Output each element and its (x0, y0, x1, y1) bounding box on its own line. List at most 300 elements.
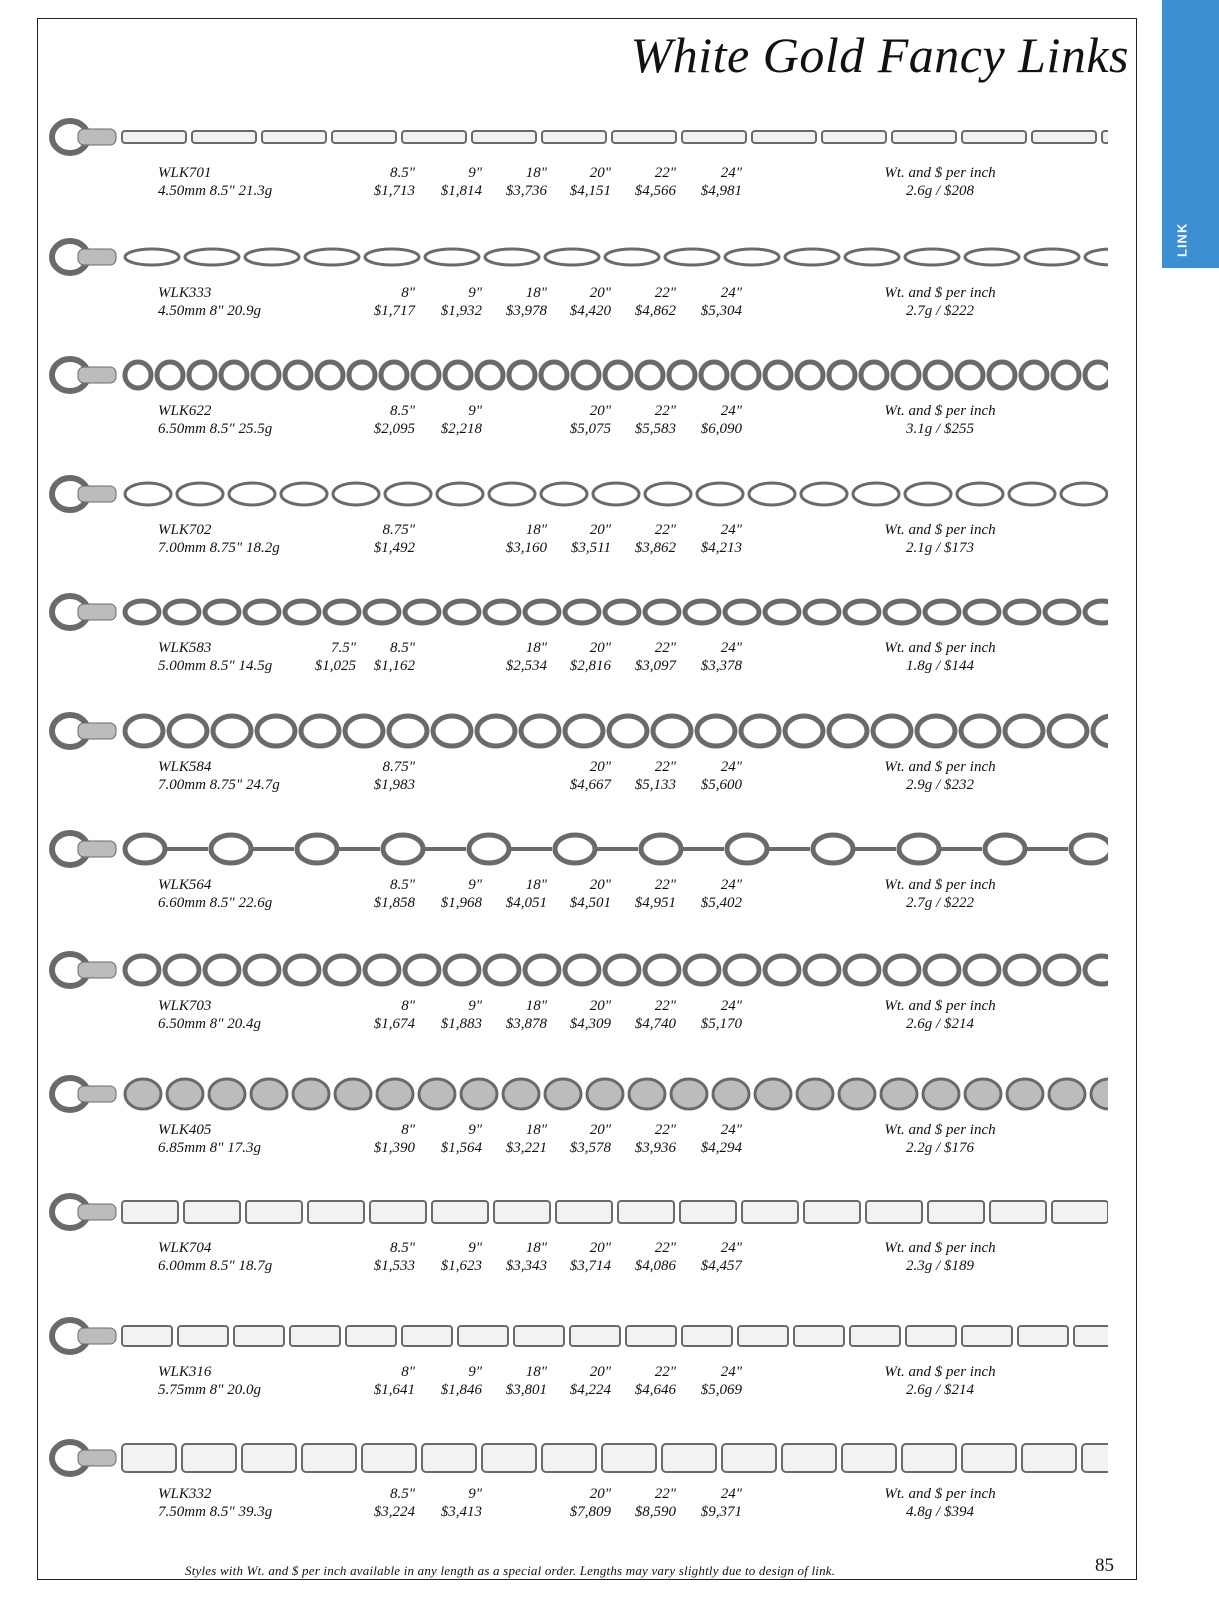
price-cell: $4,740 (634, 1016, 676, 1032)
price-cell: $1,533 (373, 1258, 415, 1274)
chain-link-shape (797, 1079, 833, 1109)
chain-illustration (48, 706, 1108, 756)
chain-link-shape (725, 249, 779, 265)
length-header: 24" (720, 998, 742, 1014)
length-header: 24" (720, 1364, 742, 1380)
price-cell: $5,583 (634, 421, 676, 437)
chain-link-shape (1005, 601, 1039, 623)
chain-link-shape (389, 716, 427, 746)
per-inch-value: 1.8g / $144 (906, 658, 974, 674)
chain-link-shape (905, 249, 959, 265)
chain-link-shape (1045, 956, 1079, 984)
chain-link-shape (165, 956, 199, 984)
per-inch-label: Wt. and $ per inch (884, 1486, 996, 1502)
chain-link-shape (1005, 716, 1043, 746)
price-cell: $3,221 (505, 1140, 547, 1156)
price-cell: $3,224 (373, 1504, 415, 1520)
chain-link-shape (302, 1444, 356, 1472)
price-cell: $3,160 (505, 540, 547, 556)
clasp-body-shape (78, 1450, 116, 1466)
price-cell: $1,025 (314, 658, 356, 674)
chain-link-shape (722, 1444, 776, 1472)
price-cell: $1,858 (373, 895, 415, 911)
chain-link-shape (626, 1326, 676, 1346)
chain-link-shape (829, 362, 855, 388)
chain-link-shape (701, 362, 727, 388)
price-cell: $2,816 (569, 658, 611, 674)
chain-link-shape (494, 1201, 550, 1223)
chain-link-shape (345, 716, 383, 746)
chain-link-shape (285, 956, 319, 984)
price-cell: $1,390 (373, 1140, 415, 1156)
chain-link-shape (1049, 716, 1087, 746)
chain-spec: 4.50mm 8.5" 21.3g (158, 183, 273, 199)
chain-link-shape (209, 1079, 245, 1109)
chain-link-shape (839, 1079, 875, 1109)
length-header: 8.5" (389, 1486, 415, 1502)
chain-row (0, 1433, 1137, 1551)
bar-link-chain-icon (48, 112, 1128, 162)
price-cell: $1,883 (440, 1016, 482, 1032)
chain-link-shape (725, 956, 759, 984)
per-inch-label: Wt. and $ per inch (884, 522, 996, 538)
chain-link-shape (805, 601, 839, 623)
per-inch-label: Wt. and $ per inch (884, 403, 996, 419)
chain-link-shape (1082, 1444, 1108, 1472)
chain-link-shape (125, 716, 163, 746)
price-cell: $8,590 (634, 1504, 676, 1520)
per-inch-label: Wt. and $ per inch (884, 165, 996, 181)
length-header: 22" (654, 998, 676, 1014)
price-cell: $2,534 (505, 658, 547, 674)
chain-link-shape (125, 362, 151, 388)
chain-link-shape (1007, 1079, 1043, 1109)
price-cell: $4,224 (569, 1382, 611, 1398)
clasp-body-shape (78, 962, 116, 978)
length-header: 20" (589, 877, 611, 893)
length-header: 24" (720, 759, 742, 775)
chain-link-shape (738, 1326, 788, 1346)
price-cell: $3,801 (505, 1382, 547, 1398)
chain-code: WLK333 (158, 285, 212, 301)
price-cell: $4,051 (505, 895, 547, 911)
clasp-body-shape (78, 249, 116, 265)
chain-link-shape (333, 483, 379, 505)
price-cell: $1,713 (373, 183, 415, 199)
chain-link-shape (346, 1326, 396, 1346)
length-header: 18" (525, 640, 547, 656)
price-cell: $3,343 (505, 1258, 547, 1274)
length-header: 9" (468, 285, 482, 301)
chain-link-shape (1022, 1444, 1076, 1472)
chain-link-shape (445, 601, 479, 623)
chain-link-shape (1085, 249, 1108, 265)
chain-link-shape (641, 835, 681, 863)
chain-link-shape (213, 716, 251, 746)
chain-row (0, 945, 1137, 1063)
length-header: 9" (468, 1240, 482, 1256)
chain-link-shape (122, 1326, 172, 1346)
price-cell: $3,936 (634, 1140, 676, 1156)
chain-link-shape (1005, 956, 1039, 984)
chain-link-shape (605, 249, 659, 265)
chain-link-shape (602, 1444, 656, 1472)
price-cell: $3,714 (569, 1258, 611, 1274)
chain-illustration (48, 112, 1108, 162)
chain-spec: 6.50mm 8" 20.4g (158, 1016, 261, 1032)
swirl-chain-icon (48, 1069, 1128, 1119)
price-cell: $4,213 (700, 540, 742, 556)
price-cell: $1,983 (373, 777, 415, 793)
chain-row (0, 824, 1137, 942)
chain-link-shape (545, 249, 599, 265)
per-inch-label: Wt. and $ per inch (884, 1240, 996, 1256)
chain-link-shape (325, 956, 359, 984)
per-inch-value: 2.9g / $232 (906, 777, 974, 793)
chain-link-shape (192, 131, 256, 143)
chain-link-shape (525, 601, 559, 623)
chain-link-shape (125, 956, 159, 984)
chain-row (0, 350, 1137, 468)
chain-link-shape (899, 835, 939, 863)
chain-link-shape (167, 1079, 203, 1109)
price-cell: $1,814 (440, 183, 482, 199)
chain-link-shape (285, 362, 311, 388)
chain-link-shape (1053, 362, 1079, 388)
chain-link-shape (290, 1326, 340, 1346)
chain-link-shape (317, 362, 343, 388)
chain-link-shape (545, 1079, 581, 1109)
length-header: 22" (654, 759, 676, 775)
price-cell: $3,862 (634, 540, 676, 556)
chain-link-shape (189, 362, 215, 388)
chain-link-shape (122, 131, 186, 143)
length-header: 18" (525, 1240, 547, 1256)
per-inch-value: 3.1g / $255 (906, 421, 974, 437)
length-header: 9" (468, 877, 482, 893)
chain-link-shape (990, 1201, 1046, 1223)
price-cell: $1,846 (440, 1382, 482, 1398)
chain-spec: 6.85mm 8" 17.3g (158, 1140, 261, 1156)
chain-link-shape (861, 362, 887, 388)
chain-link-shape (669, 362, 695, 388)
chain-link-shape (725, 601, 759, 623)
chain-link-shape (485, 249, 539, 265)
length-header: 20" (589, 998, 611, 1014)
price-cell: $4,420 (569, 303, 611, 319)
chain-link-shape (422, 1444, 476, 1472)
chain-link-shape (308, 1201, 364, 1223)
price-cell: $3,511 (570, 540, 611, 556)
chain-link-shape (177, 483, 223, 505)
chain-link-shape (383, 835, 423, 863)
chain-link-shape (211, 835, 251, 863)
chain-code: WLK584 (158, 759, 212, 775)
length-header: 8.5" (389, 403, 415, 419)
chain-link-shape (332, 131, 396, 143)
chain-link-shape (281, 483, 327, 505)
chain-link-shape (697, 483, 743, 505)
length-header: 24" (720, 640, 742, 656)
chain-link-shape (671, 1079, 707, 1109)
chain-link-shape (685, 956, 719, 984)
price-cell: $4,086 (634, 1258, 676, 1274)
chain-link-shape (1061, 483, 1107, 505)
cable-chain-icon (48, 587, 1128, 637)
length-header: 20" (589, 165, 611, 181)
chain-link-shape (565, 716, 603, 746)
price-cell: $5,170 (700, 1016, 742, 1032)
chain-link-shape (402, 131, 466, 143)
length-header: 22" (654, 522, 676, 538)
chain-link-shape (221, 362, 247, 388)
chain-link-shape (305, 249, 359, 265)
length-header: 22" (654, 403, 676, 419)
length-header: 8.5" (389, 640, 415, 656)
chain-link-shape (925, 362, 951, 388)
chain-link-shape (801, 483, 847, 505)
price-cell: $3,736 (505, 183, 547, 199)
price-cell: $1,623 (440, 1258, 482, 1274)
chain-link-shape (662, 1444, 716, 1472)
per-inch-value: 2.7g / $222 (906, 303, 974, 319)
chain-link-shape (892, 131, 956, 143)
chain-illustration (48, 1069, 1108, 1119)
length-header: 20" (589, 759, 611, 775)
price-cell: $4,862 (634, 303, 676, 319)
wide-tile-chain-icon (48, 1433, 1128, 1483)
chain-link-shape (370, 1201, 426, 1223)
chain-link-shape (962, 131, 1026, 143)
chain-link-shape (125, 249, 179, 265)
length-header: 8" (401, 1364, 415, 1380)
clasp-body-shape (78, 1328, 116, 1344)
chain-link-shape (829, 716, 867, 746)
length-header: 22" (654, 1486, 676, 1502)
chain-link-shape (293, 1079, 329, 1109)
chain-link-shape (445, 956, 479, 984)
chain-link-shape (962, 1444, 1016, 1472)
chain-link-shape (637, 362, 663, 388)
chain-link-shape (469, 835, 509, 863)
clasp-body-shape (78, 841, 116, 857)
length-header: 7.5" (330, 640, 356, 656)
chain-link-shape (301, 716, 339, 746)
per-inch-value: 2.6g / $208 (906, 183, 974, 199)
chain-link-shape (755, 1079, 791, 1109)
price-cell: $7,809 (569, 1504, 611, 1520)
price-cell: $3,878 (505, 1016, 547, 1032)
cable-chain-icon (48, 706, 1128, 756)
chain-link-shape (906, 1326, 956, 1346)
chain-link-shape (609, 716, 647, 746)
chain-link-shape (1071, 835, 1108, 863)
chain-link-shape (765, 956, 799, 984)
chain-link-shape (432, 1201, 488, 1223)
length-header: 22" (654, 165, 676, 181)
chain-link-shape (866, 1201, 922, 1223)
chain-link-shape (797, 362, 823, 388)
chain-illustration (48, 1433, 1108, 1483)
chain-link-shape (873, 716, 911, 746)
chain-illustration (48, 232, 1108, 282)
chain-code: WLK703 (158, 998, 212, 1014)
chain-link-shape (122, 1201, 178, 1223)
chain-code: WLK332 (158, 1486, 212, 1502)
chain-link-shape (962, 1326, 1012, 1346)
chain-link-shape (1091, 1079, 1108, 1109)
length-header: 9" (468, 998, 482, 1014)
chain-code: WLK564 (158, 877, 212, 893)
chain-link-shape (125, 835, 165, 863)
price-cell: $1,162 (373, 658, 415, 674)
chain-link-shape (853, 483, 899, 505)
length-header: 8.75" (382, 522, 415, 538)
chain-link-shape (1074, 1326, 1108, 1346)
price-cell: $3,578 (569, 1140, 611, 1156)
chain-code: WLK316 (158, 1364, 212, 1380)
chain-link-shape (521, 716, 559, 746)
chain-link-shape (433, 716, 471, 746)
length-header: 24" (720, 285, 742, 301)
price-cell: $4,646 (634, 1382, 676, 1398)
per-inch-value: 2.1g / $173 (906, 540, 974, 556)
per-inch-value: 2.6g / $214 (906, 1016, 974, 1032)
price-cell: $2,218 (440, 421, 482, 437)
chain-link-shape (741, 716, 779, 746)
chain-link-shape (665, 249, 719, 265)
length-header: 9" (468, 403, 482, 419)
chain-link-shape (253, 362, 279, 388)
chain-link-shape (612, 131, 676, 143)
chain-link-shape (917, 716, 955, 746)
chain-link-shape (246, 1201, 302, 1223)
price-cell: $5,402 (700, 895, 742, 911)
stirrup-chain-icon (48, 1311, 1128, 1361)
chain-link-shape (653, 716, 691, 746)
chain-link-shape (804, 1201, 860, 1223)
chain-spec: 4.50mm 8" 20.9g (158, 303, 261, 319)
chain-link-shape (458, 1326, 508, 1346)
per-inch-label: Wt. and $ per inch (884, 877, 996, 893)
chain-link-shape (965, 249, 1019, 265)
per-inch-value: 2.3g / $189 (906, 1258, 974, 1274)
length-header: 20" (589, 1486, 611, 1502)
chain-link-shape (165, 601, 199, 623)
chain-link-shape (125, 483, 171, 505)
chain-link-shape (485, 956, 519, 984)
clasp-body-shape (78, 129, 116, 145)
chain-link-shape (489, 483, 535, 505)
chain-link-shape (245, 249, 299, 265)
price-cell: $4,457 (700, 1258, 742, 1274)
price-cell: $5,133 (634, 777, 676, 793)
chain-link-shape (1025, 249, 1079, 265)
per-inch-value: 2.6g / $214 (906, 1382, 974, 1398)
price-cell: $2,095 (373, 421, 415, 437)
chain-link-shape (419, 1079, 455, 1109)
length-header: 22" (654, 285, 676, 301)
chain-link-shape (733, 362, 759, 388)
chain-link-shape (593, 483, 639, 505)
chain-illustration (48, 945, 1108, 995)
price-cell: $4,309 (569, 1016, 611, 1032)
chain-link-shape (425, 249, 479, 265)
chain-link-shape (365, 956, 399, 984)
chain-row (0, 706, 1137, 824)
price-cell: $3,413 (440, 1504, 482, 1520)
chain-row (0, 112, 1137, 230)
chain-illustration (48, 469, 1108, 519)
chain-link-shape (925, 601, 959, 623)
chain-link-shape (685, 601, 719, 623)
chain-link-shape (881, 1079, 917, 1109)
chain-link-shape (205, 601, 239, 623)
length-header: 8.5" (389, 165, 415, 181)
chain-link-shape (902, 1444, 956, 1472)
chain-link-shape (727, 835, 767, 863)
chain-link-shape (1052, 1201, 1108, 1223)
oval-link-chain-icon (48, 232, 1128, 282)
chain-row (0, 1311, 1137, 1429)
chain-link-shape (182, 1444, 236, 1472)
chain-link-shape (845, 956, 879, 984)
chain-link-shape (234, 1326, 284, 1346)
per-inch-label: Wt. and $ per inch (884, 759, 996, 775)
chain-link-shape (645, 601, 679, 623)
chain-link-shape (1085, 362, 1108, 388)
chain-code: WLK405 (158, 1122, 212, 1138)
price-cell: $9,371 (700, 1504, 742, 1520)
length-header: 18" (525, 998, 547, 1014)
length-header: 9" (468, 1364, 482, 1380)
chain-code: WLK622 (158, 403, 212, 419)
chain-link-shape (989, 362, 1015, 388)
price-cell: $5,304 (700, 303, 742, 319)
chain-link-shape (385, 483, 431, 505)
chain-link-shape (362, 1444, 416, 1472)
chain-illustration (48, 587, 1108, 637)
clasp-body-shape (78, 723, 116, 739)
length-header: 8" (401, 1122, 415, 1138)
chain-link-shape (335, 1079, 371, 1109)
chain-link-shape (242, 1444, 296, 1472)
length-header: 22" (654, 640, 676, 656)
chain-link-shape (365, 249, 419, 265)
chain-link-shape (169, 716, 207, 746)
length-header: 18" (525, 285, 547, 301)
length-header: 18" (525, 877, 547, 893)
price-cell: $4,151 (569, 183, 611, 199)
clasp-body-shape (78, 486, 116, 502)
length-header: 20" (589, 1122, 611, 1138)
length-header: 8.5" (389, 877, 415, 893)
chain-link-shape (556, 1201, 612, 1223)
price-cell: $3,978 (505, 303, 547, 319)
chain-link-shape (605, 362, 631, 388)
chain-link-shape (925, 956, 959, 984)
per-inch-value: 2.2g / $176 (906, 1140, 974, 1156)
price-cell: $4,566 (634, 183, 676, 199)
clasp-body-shape (78, 367, 116, 383)
per-inch-label: Wt. and $ per inch (884, 998, 996, 1014)
length-header: 24" (720, 403, 742, 419)
chain-link-shape (697, 716, 735, 746)
price-cell: $1,932 (440, 303, 482, 319)
chain-link-shape (461, 1079, 497, 1109)
price-cell: $4,667 (569, 777, 611, 793)
chain-link-shape (405, 956, 439, 984)
